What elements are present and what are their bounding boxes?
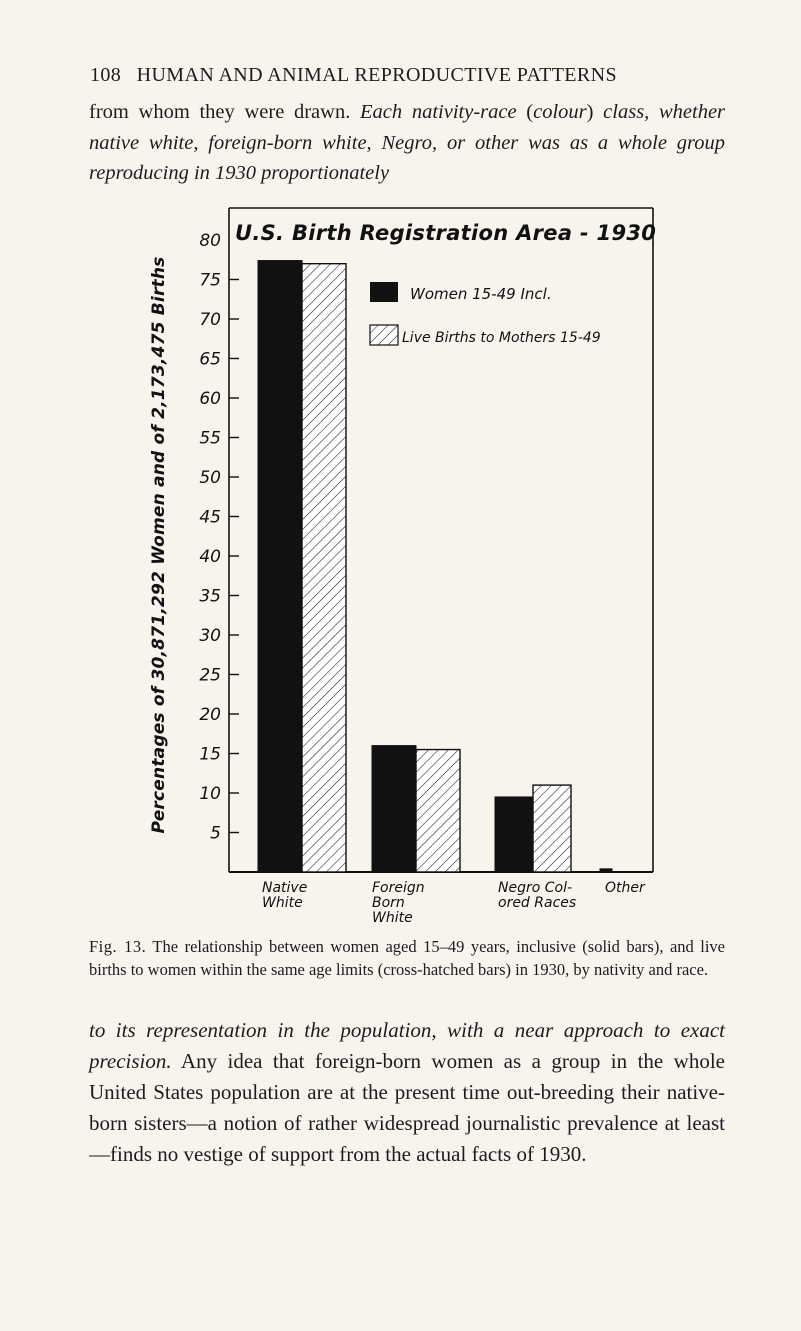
running-title: HUMAN AND ANIMAL REPRODUCTIVE PATTERNS [136,64,618,86]
para1-italic-3: class, whether native white, foreign-born white, Negro, or other was as a whole group reproducing in 1930 proportionately [89,101,726,184]
x-category-label: Native [262,880,308,896]
y-tick-label: 5 [210,823,221,844]
legend-swatch-hatched [370,325,398,345]
legend-label-births: Live Births to Mothers 15-49 [402,330,601,346]
y-tick-label: 80 [199,231,221,251]
x-category-label: Foreign [372,880,425,896]
y-tick-label: 35 [199,586,221,607]
para2-italic: to its representation in the population, with a near approach to exact precision. [89,1018,725,1073]
bar-hatched [302,264,346,872]
para2-text: Any idea that foreign-born women as a group in the whole United States population are at the present time out-breeding their native-born sisters—a notion of rather widespread journalistic prevalence at least —finds no vestige of support from the actual facts of 1930. [89,1049,725,1166]
y-tick-label: 30 [199,626,221,646]
legend-swatch-solid [370,282,398,302]
x-category-label: ored Races [498,895,577,911]
x-category-label: Negro Col- [498,880,573,896]
x-category-label: White [262,895,303,911]
y-tick-label: 55 [199,428,221,449]
y-tick-label: 60 [199,389,221,409]
y-tick-label: 70 [199,310,221,330]
y-tick-label: 20 [199,705,221,725]
para1-text-3: ) [586,101,604,123]
x-category-label: White [372,910,413,926]
bar-solid [258,261,302,872]
figure-caption [89,936,725,981]
x-category-label: Born [372,895,405,911]
page-number: 108 [90,64,122,86]
y-tick-label: 15 [199,744,221,765]
x-category-label: Other [605,880,645,896]
para1-italic-2: colour [533,101,587,123]
caption-text: The relationship between women aged 15–49 years, inclusive (solid bars), and live births to women within the same age limits (cross-hatched bars) in 1930, by nativity and race. [89,937,725,979]
bar-solid [372,746,416,872]
y-tick-label: 45 [199,507,221,528]
paragraph-bottom [89,1015,725,1170]
y-tick-label: 50 [199,468,221,488]
para1-text-2: ( [516,101,534,123]
para1-italic-1: Each nativity-race [360,101,517,123]
bar-hatched [533,785,571,872]
para1-text-1: from whom they were drawn. [89,101,361,123]
y-tick-label: 65 [199,349,221,370]
y-tick-label: 40 [199,547,221,567]
bar-solid [495,797,533,872]
y-tick-label: 25 [199,665,221,686]
bar-hatched [416,750,460,872]
y-axis-label: Percentages of 30,871,292 Women and of 2,173,475 Births [149,256,169,834]
figure-number: Fig. 13. [89,937,147,956]
y-tick-label: 75 [199,270,221,291]
chart-title: U.S. Birth Registration Area - 1930 [235,221,657,245]
y-tick-label: 10 [199,784,221,804]
legend-label-women: Women 15-49 Incl. [410,285,552,303]
bar-solid [600,869,612,872]
